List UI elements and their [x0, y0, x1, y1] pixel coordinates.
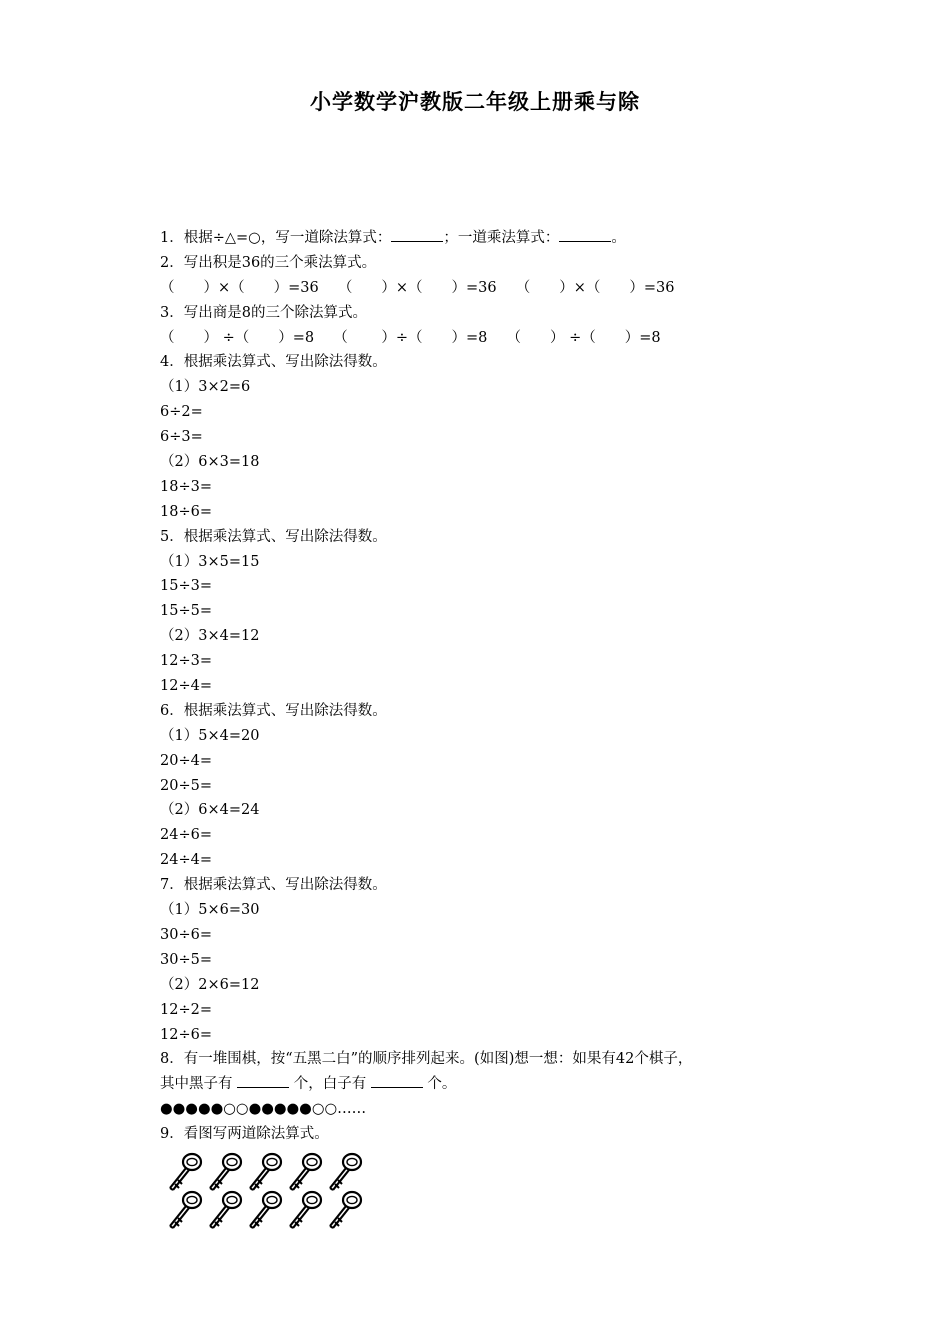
- q5-line: 15÷3=: [160, 578, 212, 595]
- key-icon: [330, 1192, 361, 1228]
- question-8: 8．有一堆围棋，按“五黑二白”的顺序排列起来。(如图)想一想：如果有42个棋子，: [160, 1051, 693, 1068]
- question-2-blanks: （ ）×（ ）=36 （ ）×（ ）=36 （ ）×（ ）=36: [160, 279, 675, 296]
- question-3: 3．写出商是8的三个除法算式。: [160, 304, 367, 321]
- key-icon: [210, 1154, 241, 1190]
- q7-line: 12÷2=: [160, 1001, 212, 1018]
- keys-illustration: [160, 1148, 380, 1234]
- q7-line: 30÷6=: [160, 926, 212, 943]
- q5-line: （2）3×4=12: [160, 628, 260, 645]
- question-1: 1．根据÷△=○，写一道除法算式： ；一道乘法算式： 。: [160, 226, 820, 251]
- q5-line: 12÷3=: [160, 653, 212, 670]
- answer-blank[interactable]: [559, 227, 611, 242]
- q7-line: （1）5×6=30: [160, 902, 260, 919]
- question-2: 2．写出积是36的三个乘法算式。: [160, 254, 377, 271]
- q6-line: 24÷6=: [160, 827, 212, 844]
- q4-line: （1）3×2=6: [160, 379, 251, 396]
- white-count-blank[interactable]: [371, 1073, 423, 1088]
- question-4: 4．根据乘法算式、写出除法得数。: [160, 354, 387, 371]
- answer-blank[interactable]: [391, 227, 443, 242]
- q7-line: （2）2×6=12: [160, 976, 260, 993]
- q5-line: （1）3×5=15: [160, 553, 260, 570]
- key-icon: [250, 1154, 281, 1190]
- question-8-blanks: 其中黑子有 个，白子有 个。: [160, 1072, 820, 1097]
- question-6: 6．根据乘法算式、写出除法得数。: [160, 702, 387, 719]
- q6-line: （2）6×4=24: [160, 802, 260, 819]
- key-icon: [290, 1192, 321, 1228]
- q4-line: 6÷2=: [160, 404, 203, 421]
- page-title: 小学数学沪教版二年级上册乘与除: [310, 90, 640, 114]
- key-icon: [290, 1154, 321, 1190]
- q6-line: 24÷4=: [160, 852, 212, 869]
- q6-line: （1）5×4=20: [160, 727, 260, 744]
- key-icon: [210, 1192, 241, 1228]
- question-7: 7．根据乘法算式、写出除法得数。: [160, 877, 387, 894]
- question-3-blanks: （ ） ÷（ ）=8 （ ）÷（ ）=8 （ ） ÷（ ）=8: [160, 329, 661, 346]
- q4-line: 18÷3=: [160, 478, 212, 495]
- key-icon: [330, 1154, 361, 1190]
- q6-line: 20÷5=: [160, 777, 212, 794]
- q5-line: 15÷5=: [160, 603, 212, 620]
- key-icon: [170, 1192, 201, 1228]
- q5-line: 12÷4=: [160, 678, 212, 695]
- q4-line: （2）6×3=18: [160, 454, 260, 471]
- q7-line: 30÷5=: [160, 951, 212, 968]
- q6-line: 20÷4=: [160, 752, 212, 769]
- q4-line: 18÷6=: [160, 503, 212, 520]
- worksheet-content: [160, 226, 820, 1147]
- q7-line: 12÷6=: [160, 1026, 212, 1043]
- black-count-blank[interactable]: [237, 1073, 289, 1088]
- q4-line: 6÷3=: [160, 429, 203, 446]
- go-stones-sequence: ●●●●●○○●●●●●○○……: [160, 1101, 367, 1118]
- question-5: 5．根据乘法算式、写出除法得数。: [160, 528, 387, 545]
- key-icon: [250, 1192, 281, 1228]
- key-icon: [170, 1154, 201, 1190]
- question-9: 9．看图写两道除法算式。: [160, 1126, 329, 1143]
